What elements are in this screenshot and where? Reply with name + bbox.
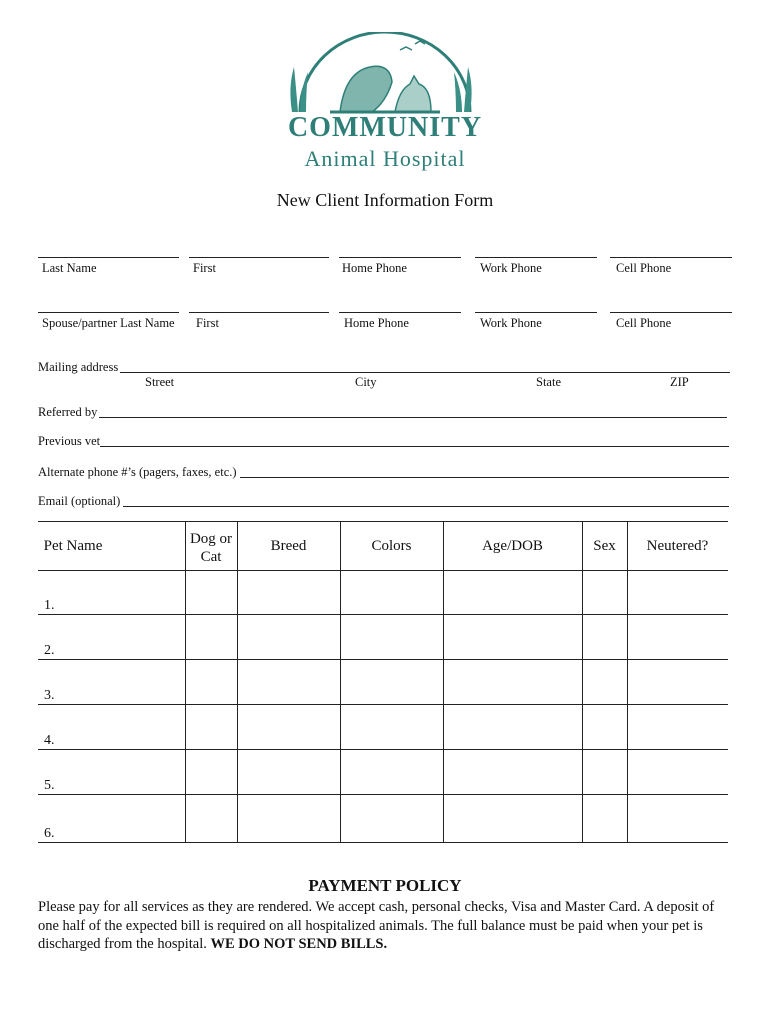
payment-policy-title: PAYMENT POLICY xyxy=(308,876,462,895)
table-row[interactable] xyxy=(38,704,728,705)
table-row[interactable] xyxy=(38,659,728,660)
spouse-home-phone-field[interactable] xyxy=(339,312,461,313)
policy-bold-notice: WE DO NOT SEND BILLS. xyxy=(210,936,388,952)
email-field[interactable] xyxy=(123,506,729,507)
email-label: Email (optional) xyxy=(38,494,121,508)
table-row[interactable] xyxy=(38,614,728,615)
spouse-work-phone-field[interactable] xyxy=(475,312,597,313)
row-number: 6. xyxy=(44,826,55,841)
header-breed: Breed xyxy=(270,538,307,554)
spouse-last-name-label: Spouse/partner Last Name xyxy=(42,316,175,330)
home-phone-field[interactable] xyxy=(339,257,461,258)
table-header-rule xyxy=(38,570,728,571)
referred-by-field[interactable] xyxy=(99,417,727,418)
city-label: City xyxy=(355,375,377,389)
mailing-address-field[interactable] xyxy=(120,372,730,373)
alternate-phone-label: Alternate phone #’s (pagers, faxes, etc.) xyxy=(38,465,237,479)
spouse-home-phone-label: Home Phone xyxy=(344,316,409,330)
zip-label: ZIP xyxy=(670,375,689,389)
header-pet-name: Pet Name xyxy=(43,538,103,554)
previous-vet-field[interactable] xyxy=(100,446,729,447)
state-label: State xyxy=(536,375,561,389)
logo-name: COMMUNITY xyxy=(287,112,483,143)
table-top-rule xyxy=(38,521,728,522)
header-age-dob: Age/DOB xyxy=(482,538,543,554)
logo-subtitle: Animal Hospital xyxy=(304,146,466,171)
header-neutered: Neutered? xyxy=(646,538,709,554)
last-name-label: Last Name xyxy=(42,261,97,275)
row-number: 2. xyxy=(44,643,55,658)
mailing-address-label: Mailing address xyxy=(38,360,119,374)
header-sex: Sex xyxy=(593,538,616,554)
first-name-field[interactable] xyxy=(189,257,329,258)
table-row[interactable] xyxy=(38,749,728,750)
first-name-label: First xyxy=(193,261,216,275)
header-colors: Colors xyxy=(371,538,412,554)
spouse-last-name-field[interactable] xyxy=(38,312,179,313)
cell-phone-label: Cell Phone xyxy=(616,261,672,275)
row-number: 1. xyxy=(44,598,55,613)
work-phone-field[interactable] xyxy=(475,257,597,258)
cell-phone-field[interactable] xyxy=(610,257,732,258)
spouse-cell-phone-label: Cell Phone xyxy=(616,316,672,330)
row-number: 5. xyxy=(44,778,55,793)
row-number: 3. xyxy=(44,688,55,703)
home-phone-label: Home Phone xyxy=(342,261,407,275)
referred-by-label: Referred by xyxy=(38,405,98,419)
table-row[interactable] xyxy=(38,842,728,843)
spouse-first-name-field[interactable] xyxy=(189,312,329,313)
last-name-field[interactable] xyxy=(38,257,179,258)
row-number: 4. xyxy=(44,733,55,748)
alternate-phone-field[interactable] xyxy=(240,477,729,478)
header-dog-or-cat: Dog or Cat xyxy=(189,531,233,565)
policy-body: Please pay for all services as they are rendered. We accept cash, personal checks, Visa and Master Card. A deposit of one half of the expected bill is required on all hospitalized animals. The full balance must be paid when your pet is discharged from the hospital. xyxy=(38,899,715,952)
street-label: Street xyxy=(145,375,175,389)
payment-policy-text xyxy=(38,898,738,954)
previous-vet-label: Previous vet xyxy=(38,434,101,448)
table-row[interactable] xyxy=(38,794,728,795)
spouse-cell-phone-field[interactable] xyxy=(610,312,732,313)
spouse-first-name-label: First xyxy=(196,316,219,330)
spouse-work-phone-label: Work Phone xyxy=(480,316,542,330)
form-title: New Client Information Form xyxy=(276,190,494,210)
work-phone-label: Work Phone xyxy=(480,261,542,275)
